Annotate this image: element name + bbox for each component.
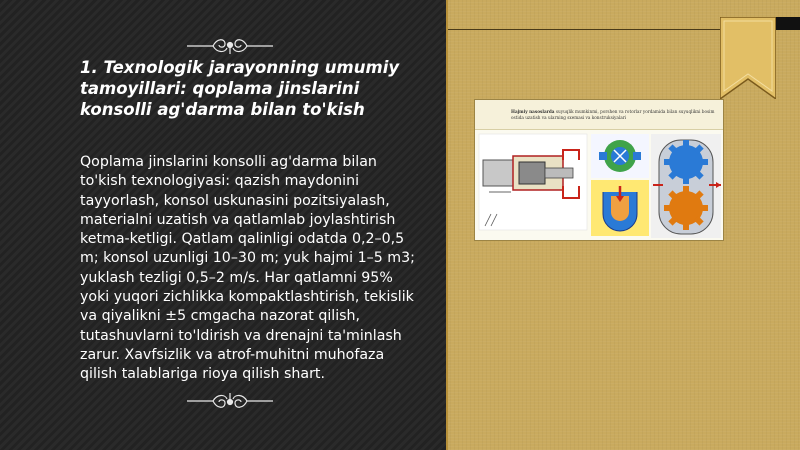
pump-schematics: [475, 130, 723, 240]
slide-title: 1. Texnologik jarayonning umumiy tamoyillari: qoplama jinslarini konsolli ag'darma bilan to'kish: [80, 58, 400, 119]
figure-caption-label: Hajmiy nasoslarda: [511, 109, 555, 114]
bookmark-ribbon-icon: [720, 17, 776, 99]
vane-pump-icon: [591, 180, 649, 236]
flourish-divider-icon: [185, 34, 275, 56]
figure-caption-text: suyuqlik mumkinmi, porshen va rotorlar yordamida bilan suyuqlikni bosim ostida uzatish va ularning sxemasi va konstruksiyalari: [511, 109, 715, 120]
figure-caption: [475, 100, 723, 130]
slide-body-text: Qoplama jinslarini konsolli ag'darma bilan to'kish texnologiyasi: qazish maydonini tayyorlash, konsol uskunasini pozitsiyalash, materialni uzatish va qatlamlab joylashtirish ketma-ketligi. Qatlam qalinligi odatda 0,2–0,5 m; konsol uzunligi 10–30 m; yuk hajmi 1–5 m3; yuklash tezligi 0,5–2 m/s. Har qatlamni 95% yoki yuqori zichlikka kompaktlashtirish, tekislik va qiyalikni ±5 cmgacha nazorat qilish, tutashuvlarni to'ldirish va drenajni ta'minlash zarur. Xavfsizlik va atrof-muhitni muhofaza qilish talablariga rioya qilish shart.: [80, 154, 415, 383]
gear-pump-icon: [651, 134, 721, 238]
flourish-divider-icon: [185, 391, 275, 413]
rotary-pump-icon: [591, 134, 649, 178]
panel-divider: [446, 0, 448, 450]
piston-pump-icon: [479, 134, 587, 230]
pump-diagram-image: [475, 100, 723, 240]
